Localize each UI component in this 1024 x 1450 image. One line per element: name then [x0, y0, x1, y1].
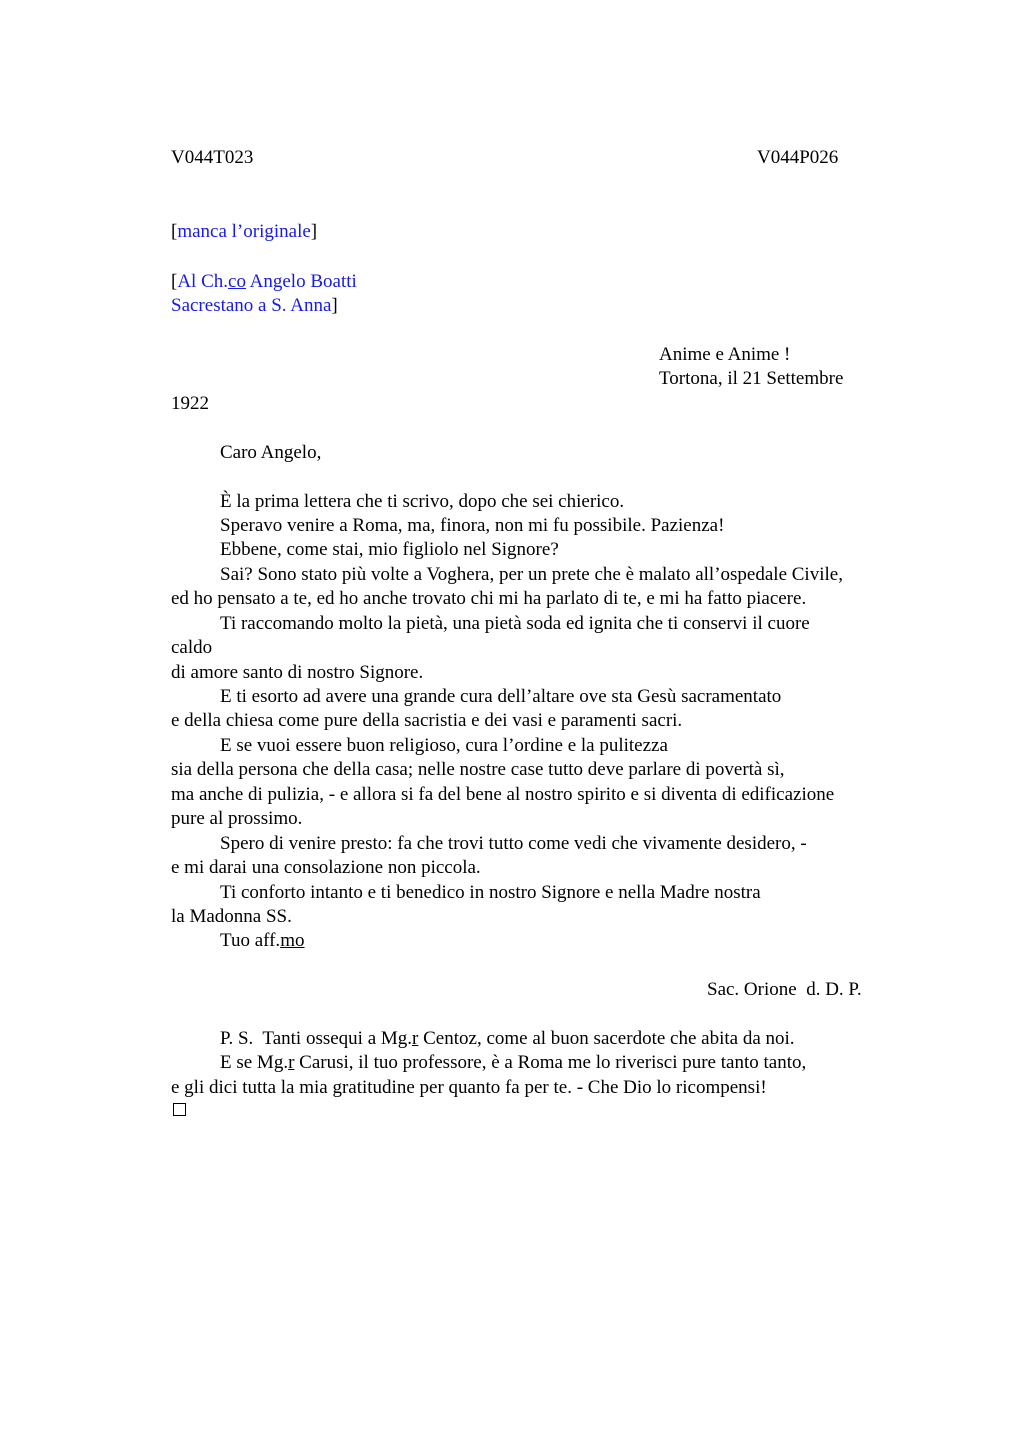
body-line: Ebbene, come stai, mio figliolo nel Signore? [220, 539, 559, 560]
closing [220, 929, 304, 953]
postscript-line-3: e gli dici tutta la mia gratitudine per quanto fa per te. - Che Dio lo ricompensi! [171, 1077, 767, 1098]
addressee-role: Sacrestano a S. Anna [171, 295, 332, 316]
body-line: È la prima lettera che ti scrivo, dopo che sei chierico. [220, 491, 625, 512]
postscript-text: P. S. Tanti ossequi a Mg. [220, 1028, 413, 1049]
document-code-right: V044P026 [757, 147, 839, 168]
body-line: pure al prossimo. [171, 808, 303, 829]
body-line: la Madonna SS. [171, 906, 292, 927]
bracket-close: ] [310, 221, 318, 242]
postscript-abbrev: r [288, 1052, 295, 1073]
body-line: E se vuoi essere buon religioso, cura l’ordine e la pulitezza [220, 735, 668, 756]
addressee-name: Angelo Boatti [245, 271, 357, 292]
editorial-note [171, 220, 317, 244]
addressee-line-1 [171, 270, 357, 294]
body-line: sia della persona che della casa; nelle nostre case tutto deve parlare di povertà sì, [171, 759, 785, 780]
body-line: Ti raccomando molto la pietà, una pietà soda ed ignita che ti conservi il cuore [220, 613, 810, 634]
body-line: di amore santo di nostro Signore. [171, 662, 424, 683]
signature: Sac. Orione d. D. P. [707, 979, 862, 1000]
document-code-left: V044T023 [171, 147, 254, 168]
body-line: e mi darai una consolazione non piccola. [171, 857, 481, 878]
motto: Anime e Anime ! [659, 344, 791, 365]
body-line: Sai? Sono stato più volte a Voghera, per un prete che è malato all’ospedale Civile, [220, 564, 843, 585]
postscript-line-1 [220, 1027, 795, 1051]
closing-text: Tuo aff. [220, 930, 281, 951]
bracket-open: [ [171, 221, 178, 242]
body-line: E ti esorto ad avere una grande cura dell’altare ove sta Gesù sacramentato [220, 686, 782, 707]
postscript-line-2 [220, 1051, 806, 1075]
place-date: Tortona, il 21 Settembre [659, 368, 844, 389]
end-marker-box-icon [173, 1103, 186, 1116]
body-line: ed ho pensato a te, ed ho anche trovato chi mi ha parlato di te, e mi ha fatto piacere. [171, 588, 807, 609]
postscript-text: Carusi, il tuo professore, è a Roma me lo riverisci pure tanto tanto, [294, 1052, 807, 1073]
bracket-open: [ [171, 271, 178, 292]
editorial-note-text: manca l’originale [177, 221, 311, 242]
postscript-text: E se Mg. [220, 1052, 289, 1073]
body-line: Ti conforto intanto e ti benedico in nostro Signore e nella Madre nostra [220, 882, 761, 903]
addressee-title: Al Ch. [177, 271, 229, 292]
body-line: Spero di venire presto: fa che trovi tutto come vedi che vivamente desidero, - [220, 833, 807, 854]
body-line: ma anche di pulizia, - e allora si fa del bene al nostro spirito e si diventa di edificazione [171, 784, 835, 805]
body-line: e della chiesa come pure della sacristia e dei vasi e paramenti sacri. [171, 710, 683, 731]
year: 1922 [171, 393, 209, 414]
addressee-line-2 [171, 294, 338, 318]
postscript-text: Centoz, come al buon sacerdote che abita da noi. [418, 1028, 795, 1049]
body-line: Speravo venire a Roma, ma, finora, non mi fu possibile. Pazienza! [220, 515, 725, 536]
body-line: caldo [171, 637, 213, 658]
postscript-abbrev: r [412, 1028, 419, 1049]
salutation: Caro Angelo, [220, 442, 322, 463]
addressee-title-abbrev: co [228, 271, 246, 292]
closing-abbrev: mo [280, 930, 305, 951]
bracket-close: ] [331, 295, 338, 316]
